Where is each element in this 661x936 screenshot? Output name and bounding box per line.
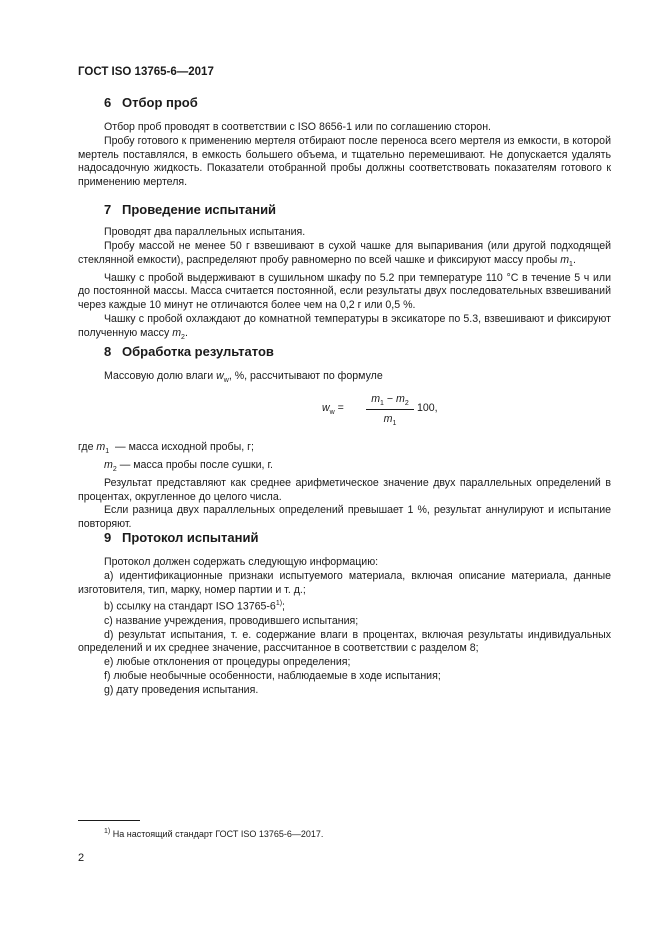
formula-rhs: 100,: [417, 402, 438, 414]
where-line-2: [78, 459, 611, 477]
section-6-heading: [104, 95, 198, 110]
moisture-formula: [322, 393, 442, 429]
section-8-paragraph-1: Результат представляют как среднее арифметическое значение двух параллельных определений в процентах, округленное до целого числа.: [78, 476, 611, 503]
section-7-paragraph-3: Чашку с пробой выдерживают в сушильном шкафу по 5.2 при температуре 110 °C в течение 5 ч или до постоянной массы. Масса считается постоянной, если результаты двух последовательных взвешиваний через каждые 10 минут не отличаются более чем на 0,2 г или 0,5 %.: [78, 271, 611, 312]
denominator-sub: 1: [392, 420, 397, 428]
protocol-item-c: c) название учреждения, проводившего испытания;: [104, 614, 359, 627]
where-var-1: m: [96, 441, 106, 453]
formula-lhs: [322, 402, 344, 416]
where-sub-2: 2: [112, 466, 117, 474]
section-7-paragraph-4-text: Чашку с пробой охлаждают до комнатной температуры в эксикаторе по 5.3, взвешивают и фиксируют полученную массу: [78, 312, 611, 339]
section-6-body: [78, 121, 611, 190]
section-8-title: Обработка результатов: [122, 344, 274, 359]
section-6-paragraph-2: Пробу готового к применению мертеля отбирают после переноса всего мертеля из емкости, в которой мертель поставлялся, в емкость большего объема, и тщательно перемешивают. Не допускается удалять надосадочную жидкость. Показатели отобранной пробы должны соответствовать показателям готового к применению мертеля.: [78, 134, 611, 189]
punctuation: .: [184, 326, 188, 339]
section-8-heading: [104, 344, 274, 359]
section-7-number: 7: [104, 202, 112, 217]
section-7-body: [78, 226, 611, 345]
formula-equals: =: [337, 402, 344, 414]
section-6-title: Отбор проб: [122, 95, 198, 110]
footnote-reference: 1): [275, 600, 283, 608]
protocol-item-e: e) любые отклонения от процедуры определения;: [104, 656, 351, 669]
section-8-number: 8: [104, 344, 112, 359]
document-header: ГОСТ ISO 13765-6—2017: [78, 66, 214, 78]
numerator-var-b: m: [396, 393, 405, 405]
protocol-item-f: f) любые необычные особенности, наблюдаемые в ходе испытания;: [104, 669, 441, 682]
punctuation: .: [572, 253, 576, 266]
footnote: [104, 828, 323, 839]
denominator-var: m: [383, 413, 393, 426]
section-9-body: [78, 556, 611, 698]
mass-subscript: 2: [181, 333, 185, 341]
section-8-body: [78, 441, 611, 532]
section-7-paragraph-4: [78, 313, 611, 345]
footnote-divider: [78, 820, 140, 821]
moisture-subscript: w: [223, 377, 229, 385]
section-6-number: 6: [104, 95, 112, 110]
numerator-var-a: m: [371, 393, 381, 405]
section-9-title: Протокол испытаний: [122, 530, 259, 545]
formula-lhs-var: w: [322, 402, 330, 414]
where-var-2: m: [104, 458, 113, 471]
minus-sign: −: [386, 393, 394, 405]
section-7-paragraph-2: [78, 240, 611, 272]
mass-symbol: m: [560, 253, 570, 266]
formula-denominator: [366, 410, 414, 427]
section-9-heading: [104, 530, 258, 545]
section-9-number: 9: [104, 530, 112, 545]
protocol-item-b-text: b) ссылку на стандарт ISO 13765-6: [104, 600, 276, 613]
page-number: 2: [78, 852, 85, 864]
section-9-intro: Протокол должен содержать следующую информацию:: [104, 556, 379, 568]
formula-intro-end: , %, рассчитывают по формуле: [228, 370, 383, 382]
moisture-symbol: w: [216, 370, 224, 382]
punctuation: ;: [282, 600, 285, 613]
footnote-mark: 1): [104, 828, 111, 835]
section-6-paragraph-1: Отбор проб проводят в соответствии с ISO 8656-1 или по соглашению сторон.: [104, 121, 491, 133]
formula-lhs-sub: w: [329, 409, 335, 417]
where-text-2: — масса пробы после сушки, г.: [119, 458, 273, 471]
section-8-paragraph-2: Если разница двух параллельных определений превышает 1 %, результат аннулируют и испытание повторяют.: [78, 504, 611, 531]
numerator-sub-b: 2: [404, 400, 409, 408]
formula-numerator: [366, 393, 414, 410]
section-7-paragraph-1: Проводят два параллельных испытания.: [104, 226, 306, 238]
section-7-title: Проведение испытаний: [122, 202, 277, 217]
footnote-text: На настоящий стандарт ГОСТ ISO 13765-6—2017.: [112, 829, 324, 839]
protocol-item-a: a) идентификационные признаки испытуемого материала, включая описание материала, данные изготовителя, тип, марку, номер партии и т. д.;: [78, 569, 611, 596]
section-7-heading: [104, 202, 276, 217]
formula-fraction: [366, 393, 414, 427]
where-sub-1: 1: [105, 448, 110, 456]
formula-intro: [78, 370, 611, 388]
where-line-1: [78, 441, 611, 459]
numerator-sub-a: 1: [380, 400, 384, 408]
mass-symbol: m: [172, 326, 182, 339]
where-text-1: — масса исходной пробы, г;: [115, 441, 254, 453]
protocol-item-g: g) дату проведения испытания.: [104, 683, 259, 696]
protocol-item-b: [78, 597, 611, 614]
where-word: где: [78, 441, 94, 453]
formula-intro-text: Массовую долю влаги: [104, 370, 214, 382]
protocol-item-d: d) результат испытания, т. е. содержание влаги в процентах, включая результаты индивидуальных определений и их среднее значение, рассчитанное в соответствии с разделом 8;: [78, 628, 611, 655]
section-8-intro: [78, 370, 611, 388]
section-7-paragraph-2-text: Пробу массой не менее 50 г взвешивают в сухой чашке для выпаривания (или другой подходящей стеклянной емкости), распределяют пробу равномерно по всей чашке и фиксируют массу пробы: [78, 239, 611, 266]
mass-subscript: 1: [569, 260, 573, 268]
